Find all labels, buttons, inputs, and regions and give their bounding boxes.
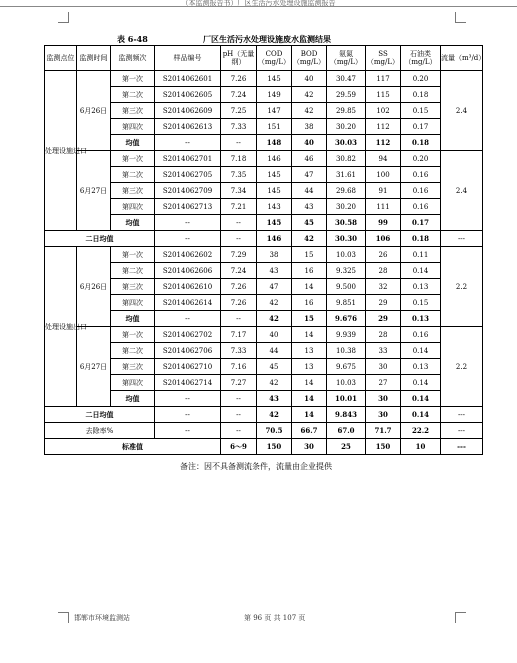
table-cell: 第四次 bbox=[111, 375, 155, 391]
table-cell: 47 bbox=[292, 167, 327, 183]
table-cell: 40 bbox=[292, 71, 327, 87]
flow-cell: 2.2 bbox=[441, 327, 483, 407]
table-cell: 0.14 bbox=[401, 263, 441, 279]
table-cell: 151 bbox=[257, 119, 292, 135]
crop-mark-bottom-right bbox=[455, 612, 466, 623]
table-cell: 117 bbox=[366, 71, 401, 87]
table-cell: 第四次 bbox=[111, 295, 155, 311]
table-cell: 均值 bbox=[111, 135, 155, 151]
table-cell: 94 bbox=[366, 151, 401, 167]
table-cell: 9.851 bbox=[327, 295, 366, 311]
table-cell: 14 bbox=[292, 279, 327, 295]
table-cell: 第一次 bbox=[111, 71, 155, 87]
table-cell: 7.27 bbox=[221, 375, 257, 391]
table-cell: 29.59 bbox=[327, 87, 366, 103]
column-header: BOD（mg/L） bbox=[292, 46, 327, 71]
table-cell: 146 bbox=[257, 231, 292, 247]
table-cell: S2014062601 bbox=[155, 71, 221, 87]
table-row bbox=[45, 343, 483, 359]
table-cell: 0.17 bbox=[401, 215, 441, 231]
table-cell: 0.18 bbox=[401, 87, 441, 103]
table-cell: 45 bbox=[257, 359, 292, 375]
table-cell: -- bbox=[221, 311, 257, 327]
table-cell: -- bbox=[155, 423, 221, 439]
table-cell: 30.03 bbox=[327, 135, 366, 151]
table-row bbox=[45, 215, 483, 231]
table-cell: 147 bbox=[257, 103, 292, 119]
two-day-mean-label: 二日均值 bbox=[45, 407, 155, 423]
table-cell: 30.30 bbox=[327, 231, 366, 247]
table-cell: 150 bbox=[366, 439, 401, 455]
table-cell: 71.7 bbox=[366, 423, 401, 439]
monitoring-table bbox=[44, 45, 486, 455]
table-cell: 111 bbox=[366, 199, 401, 215]
table-cell: 30 bbox=[366, 391, 401, 407]
table-row bbox=[45, 199, 483, 215]
table-cell: 42 bbox=[292, 87, 327, 103]
table-title: 厂区生活污水处理设施废水监测结果 bbox=[203, 34, 331, 44]
table-cell: 28 bbox=[366, 327, 401, 343]
table-row bbox=[45, 167, 483, 183]
table-cell: S2014062710 bbox=[155, 359, 221, 375]
table-cell: --- bbox=[441, 439, 483, 455]
table-cell: 146 bbox=[257, 151, 292, 167]
column-header: pH（无量纲） bbox=[221, 46, 257, 71]
table-cell: 28 bbox=[366, 263, 401, 279]
table-cell: 25 bbox=[327, 439, 366, 455]
flow-cell: 2.2 bbox=[441, 247, 483, 327]
table-cell: 29 bbox=[366, 311, 401, 327]
table-cell: 30.58 bbox=[327, 215, 366, 231]
table-cell: 0.13 bbox=[401, 359, 441, 375]
table-cell: -- bbox=[155, 231, 221, 247]
table-cell: 0.14 bbox=[401, 343, 441, 359]
table-cell: -- bbox=[221, 135, 257, 151]
table-row bbox=[45, 439, 483, 455]
table-cell: 0.17 bbox=[401, 119, 441, 135]
date-cell: 6月27日 bbox=[77, 327, 111, 407]
table-cell: S2014062605 bbox=[155, 87, 221, 103]
table-cell: 第三次 bbox=[111, 279, 155, 295]
table-row bbox=[45, 247, 483, 263]
table-cell: 70.5 bbox=[257, 423, 292, 439]
table-cell: 7.33 bbox=[221, 343, 257, 359]
table-row bbox=[45, 391, 483, 407]
table-cell: 0.18 bbox=[401, 231, 441, 247]
table-row bbox=[45, 295, 483, 311]
table-cell: -- bbox=[221, 423, 257, 439]
table-cell: S2014062610 bbox=[155, 279, 221, 295]
table-cell: 第二次 bbox=[111, 167, 155, 183]
table-cell: 均值 bbox=[111, 215, 155, 231]
table-cell: S2014062701 bbox=[155, 151, 221, 167]
table-cell: 106 bbox=[366, 231, 401, 247]
table-cell: 第四次 bbox=[111, 199, 155, 215]
table-cell: 43 bbox=[257, 391, 292, 407]
table-cell: 7.25 bbox=[221, 103, 257, 119]
table-cell: 148 bbox=[257, 135, 292, 151]
table-cell: 9.500 bbox=[327, 279, 366, 295]
table-cell: --- bbox=[441, 423, 483, 439]
table-cell: 10.01 bbox=[327, 391, 366, 407]
table-cell: 150 bbox=[257, 439, 292, 455]
table-cell: 143 bbox=[257, 199, 292, 215]
crop-mark-top-right bbox=[455, 12, 466, 23]
table-cell: 第一次 bbox=[111, 247, 155, 263]
table-cell: -- bbox=[155, 391, 221, 407]
table-cell: 16 bbox=[292, 295, 327, 311]
standard-label: 标准值 bbox=[45, 439, 221, 455]
table-cell: 9.675 bbox=[327, 359, 366, 375]
table-cell: -- bbox=[155, 407, 221, 423]
table-cell: 29 bbox=[366, 295, 401, 311]
table-cell: 44 bbox=[257, 343, 292, 359]
table-row bbox=[45, 375, 483, 391]
table-cell: 0.14 bbox=[401, 391, 441, 407]
table-cell: 145 bbox=[257, 183, 292, 199]
table-cell: S2014062705 bbox=[155, 167, 221, 183]
table-cell: S2014062702 bbox=[155, 327, 221, 343]
table-cell: 29.68 bbox=[327, 183, 366, 199]
table-row bbox=[45, 423, 483, 439]
table-row bbox=[45, 103, 483, 119]
table-cell: 13 bbox=[292, 359, 327, 375]
table-cell: 7.34 bbox=[221, 183, 257, 199]
table-cell: 7.18 bbox=[221, 151, 257, 167]
table-cell: 30.82 bbox=[327, 151, 366, 167]
table-cell: 第三次 bbox=[111, 103, 155, 119]
table-cell: 31.61 bbox=[327, 167, 366, 183]
table-cell: 0.20 bbox=[401, 71, 441, 87]
table-cell: 14 bbox=[292, 407, 327, 423]
table-cell: 10.03 bbox=[327, 375, 366, 391]
column-header: 样品编号 bbox=[155, 46, 221, 71]
table-row bbox=[45, 71, 483, 87]
table-cell: -- bbox=[221, 407, 257, 423]
table-row bbox=[45, 279, 483, 295]
table-cell: 27 bbox=[366, 375, 401, 391]
site-cell: 处理设施出口 bbox=[45, 247, 77, 407]
table-row bbox=[45, 151, 483, 167]
crop-mark-top-left bbox=[58, 12, 69, 23]
table-cell: 7.26 bbox=[221, 279, 257, 295]
column-header: 石油类（mg/L） bbox=[401, 46, 441, 71]
column-header: 监测点位 bbox=[45, 46, 77, 71]
table-cell: 14 bbox=[292, 375, 327, 391]
table-cell: S2014062709 bbox=[155, 183, 221, 199]
table-cell: 112 bbox=[366, 119, 401, 135]
table-cell: 32 bbox=[366, 279, 401, 295]
table-cell: 9.325 bbox=[327, 263, 366, 279]
table-cell: 100 bbox=[366, 167, 401, 183]
table-cell: -- bbox=[221, 391, 257, 407]
table-cell: 38 bbox=[292, 119, 327, 135]
table-cell: 30.20 bbox=[327, 119, 366, 135]
table-cell: 42 bbox=[292, 231, 327, 247]
column-header: SS（mg/L） bbox=[366, 46, 401, 71]
table-cell: 0.11 bbox=[401, 247, 441, 263]
table-row bbox=[45, 407, 483, 423]
table-cell: 0.13 bbox=[401, 279, 441, 295]
date-cell: 6月26日 bbox=[77, 247, 111, 327]
table-cell: 0.14 bbox=[401, 407, 441, 423]
table-row bbox=[45, 327, 483, 343]
table-cell: --- bbox=[441, 407, 483, 423]
table-note: 备注：因不具备测流条件，流量由企业提供 bbox=[180, 462, 332, 471]
table-cell: 0.18 bbox=[401, 135, 441, 151]
date-cell: 6月27日 bbox=[77, 151, 111, 231]
site-cell: 处理设施进口 bbox=[45, 71, 77, 231]
table-cell: -- bbox=[155, 135, 221, 151]
table-cell: 第二次 bbox=[111, 87, 155, 103]
table-cell: S2014062602 bbox=[155, 247, 221, 263]
table-cell: 第二次 bbox=[111, 343, 155, 359]
table-cell: 91 bbox=[366, 183, 401, 199]
table-cell: 149 bbox=[257, 87, 292, 103]
table-cell: 0.15 bbox=[401, 103, 441, 119]
table-cell: 14 bbox=[292, 327, 327, 343]
table-cell: 10.38 bbox=[327, 343, 366, 359]
table-row bbox=[45, 231, 483, 247]
table-cell: 7.33 bbox=[221, 119, 257, 135]
table-cell: 7.26 bbox=[221, 295, 257, 311]
table-cell: 第二次 bbox=[111, 263, 155, 279]
table-cell: S2014062609 bbox=[155, 103, 221, 119]
table-row bbox=[45, 135, 483, 151]
table-cell: 13 bbox=[292, 343, 327, 359]
footer-org: 邯郸市环境监测站 bbox=[74, 614, 130, 622]
table-row bbox=[45, 183, 483, 199]
flow-cell: 2.4 bbox=[441, 71, 483, 151]
table-cell: 0.16 bbox=[401, 199, 441, 215]
table-cell: 45 bbox=[292, 215, 327, 231]
table-cell: 均值 bbox=[111, 311, 155, 327]
table-cell: 0.16 bbox=[401, 167, 441, 183]
table-cell: 均值 bbox=[111, 391, 155, 407]
table-cell: 42 bbox=[257, 295, 292, 311]
table-cell: 30 bbox=[366, 359, 401, 375]
table-cell: 第三次 bbox=[111, 183, 155, 199]
table-row bbox=[45, 119, 483, 135]
column-header: COD（mg/L） bbox=[257, 46, 292, 71]
table-cell: 10.03 bbox=[327, 247, 366, 263]
table-cell: 第四次 bbox=[111, 119, 155, 135]
table-cell: 15 bbox=[292, 311, 327, 327]
two-day-mean-label: 二日均值 bbox=[45, 231, 155, 247]
table-cell: 7.29 bbox=[221, 247, 257, 263]
table-cell: 112 bbox=[366, 135, 401, 151]
column-header: 流量（m³/d） bbox=[441, 46, 483, 71]
table-number: 表 6-48 bbox=[117, 34, 148, 44]
table-cell: 第一次 bbox=[111, 151, 155, 167]
table-cell: 9.939 bbox=[327, 327, 366, 343]
table-row bbox=[45, 87, 483, 103]
table-cell: --- bbox=[441, 231, 483, 247]
table-cell: 22.2 bbox=[401, 423, 441, 439]
table-cell: 145 bbox=[257, 167, 292, 183]
table-cell: 46 bbox=[292, 151, 327, 167]
table-row bbox=[45, 46, 483, 71]
table-cell: 16 bbox=[292, 263, 327, 279]
table-cell: 43 bbox=[292, 199, 327, 215]
table-cell: S2014062714 bbox=[155, 375, 221, 391]
crop-mark-bottom-left bbox=[58, 612, 69, 623]
table-cell: 0.20 bbox=[401, 151, 441, 167]
table-cell: -- bbox=[155, 311, 221, 327]
table-cell: 9.676 bbox=[327, 311, 366, 327]
table-cell: 7.16 bbox=[221, 359, 257, 375]
date-cell: 6月26日 bbox=[77, 71, 111, 151]
table-cell: 0.13 bbox=[401, 311, 441, 327]
table-cell: 7.26 bbox=[221, 71, 257, 87]
table-cell: 44 bbox=[292, 183, 327, 199]
removal-label: 去除率% bbox=[45, 423, 155, 439]
table-cell: 42 bbox=[257, 407, 292, 423]
table-cell: 47 bbox=[257, 279, 292, 295]
table-cell: 0.16 bbox=[401, 327, 441, 343]
table-cell: -- bbox=[221, 231, 257, 247]
table-cell: 102 bbox=[366, 103, 401, 119]
table-cell: 42 bbox=[257, 311, 292, 327]
table-cell: 67.0 bbox=[327, 423, 366, 439]
table-cell: -- bbox=[221, 215, 257, 231]
table-cell: 7.35 bbox=[221, 167, 257, 183]
table-cell: 99 bbox=[366, 215, 401, 231]
table-cell: 6～9 bbox=[221, 439, 257, 455]
table-cell: 145 bbox=[257, 215, 292, 231]
table-cell: 第一次 bbox=[111, 327, 155, 343]
table-cell: 145 bbox=[257, 71, 292, 87]
column-header: 监测频次 bbox=[111, 46, 155, 71]
table-cell: S2014062614 bbox=[155, 295, 221, 311]
table-cell: 0.15 bbox=[401, 295, 441, 311]
table-cell: 66.7 bbox=[292, 423, 327, 439]
table-cell: 0.14 bbox=[401, 375, 441, 391]
table-cell: 43 bbox=[257, 263, 292, 279]
table-cell: 0.16 bbox=[401, 183, 441, 199]
footer-page-number: 第 96 页 共 107 页 bbox=[244, 614, 306, 622]
table-cell: 10 bbox=[401, 439, 441, 455]
table-cell: S2014062713 bbox=[155, 199, 221, 215]
table-cell: 42 bbox=[257, 375, 292, 391]
page-header: （本监测报告书）厂区生活污水处理设施监测报告 bbox=[0, 0, 517, 7]
table-row bbox=[45, 263, 483, 279]
table-cell: 38 bbox=[257, 247, 292, 263]
table-cell: 14 bbox=[292, 391, 327, 407]
table-cell: 30.47 bbox=[327, 71, 366, 87]
table-row bbox=[45, 311, 483, 327]
flow-cell: 2.4 bbox=[441, 151, 483, 231]
table-cell: 30 bbox=[292, 439, 327, 455]
table-cell: S2014062706 bbox=[155, 343, 221, 359]
table-cell: 40 bbox=[292, 135, 327, 151]
table-cell: 9.843 bbox=[327, 407, 366, 423]
table-cell: 7.24 bbox=[221, 87, 257, 103]
table-cell: -- bbox=[155, 215, 221, 231]
table-cell: 26 bbox=[366, 247, 401, 263]
table-cell: 第三次 bbox=[111, 359, 155, 375]
table-cell: 42 bbox=[292, 103, 327, 119]
column-header: 氨氮（mg/L） bbox=[327, 46, 366, 71]
table-cell: 7.24 bbox=[221, 263, 257, 279]
table-cell: 30.20 bbox=[327, 199, 366, 215]
table-cell: 15 bbox=[292, 247, 327, 263]
table-row bbox=[45, 359, 483, 375]
table-cell: S2014062613 bbox=[155, 119, 221, 135]
table-cell: S2014062606 bbox=[155, 263, 221, 279]
table-cell: 30 bbox=[366, 407, 401, 423]
column-header: 监测时间 bbox=[77, 46, 111, 71]
table-cell: 7.21 bbox=[221, 199, 257, 215]
table-cell: 33 bbox=[366, 343, 401, 359]
table-cell: 7.17 bbox=[221, 327, 257, 343]
table-cell: 29.85 bbox=[327, 103, 366, 119]
table-cell: 115 bbox=[366, 87, 401, 103]
table-cell: 40 bbox=[257, 327, 292, 343]
